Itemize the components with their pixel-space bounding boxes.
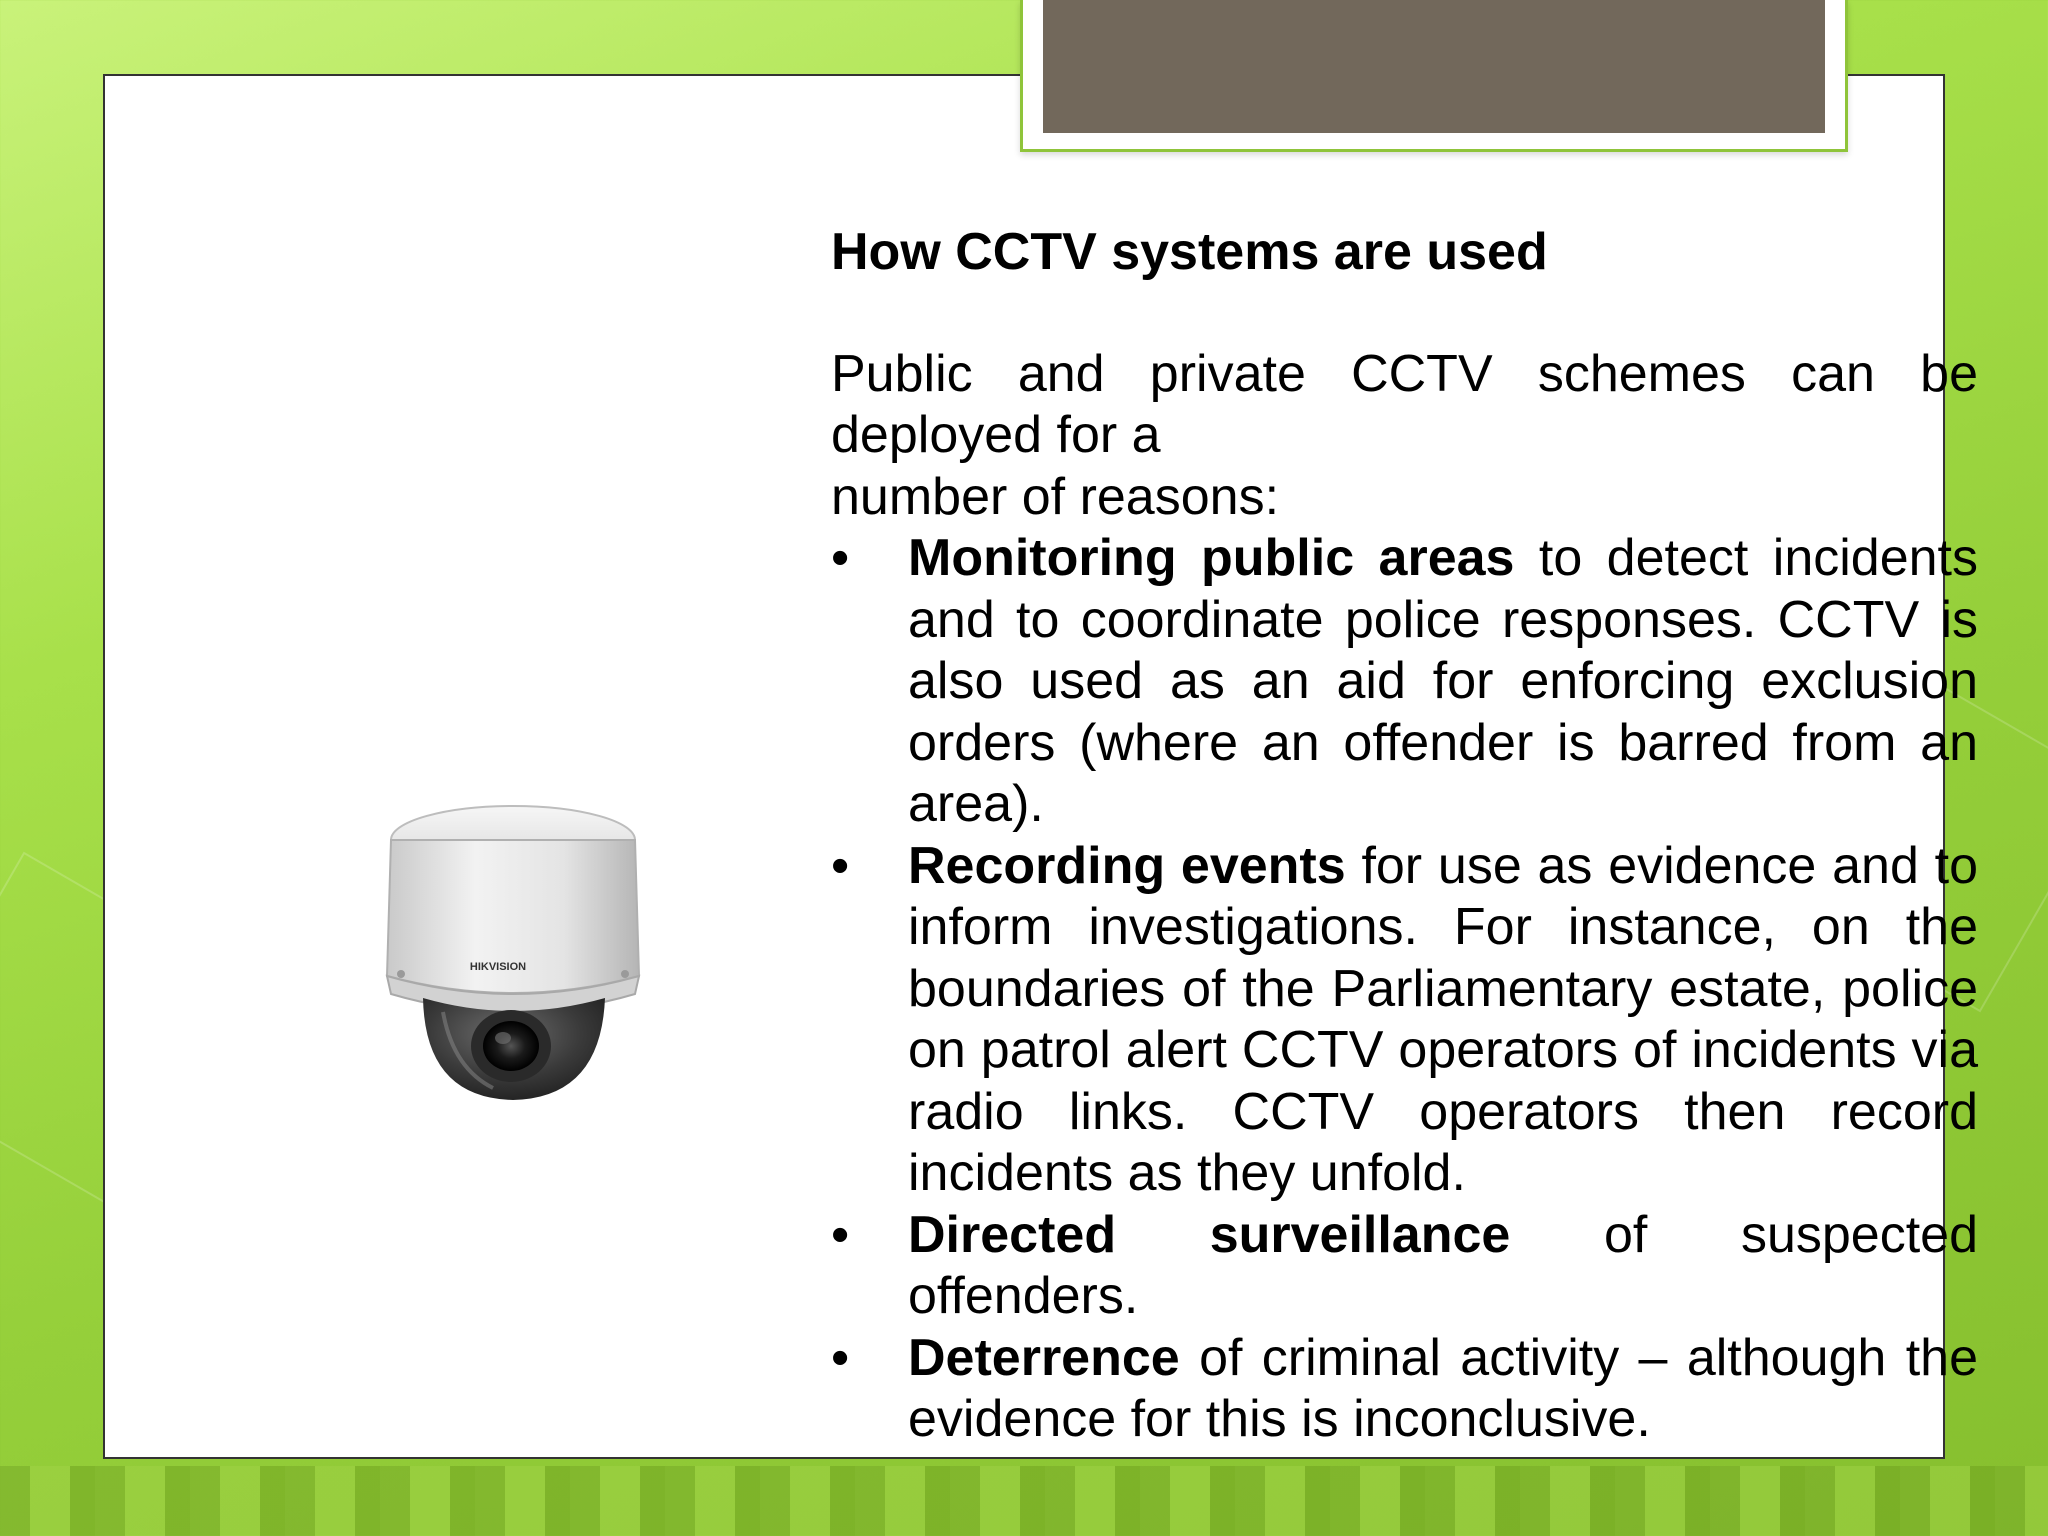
list-item: [831, 1205, 1978, 1328]
bullet-bold-text: Deterrence: [908, 1328, 1180, 1387]
reasons-list: [831, 528, 1978, 1451]
slide-content-area: [103, 74, 1979, 1459]
bullet-text: of criminal activity – although the evidence for this is inconclusive.: [908, 1328, 1978, 1448]
bullet-marker: •: [831, 529, 850, 587]
list-item: [831, 528, 1978, 836]
bullet-bold-text: Monitoring public areas: [908, 529, 1515, 587]
intro-line: Public and private CCTV schemes can be deployed for a: [831, 344, 1978, 464]
bullet-bold-text: Directed surveillance: [908, 1205, 1511, 1264]
dome-cctv-camera-icon: [373, 798, 653, 1108]
slide-heading: How CCTV systems are used: [831, 223, 1548, 281]
body-text: [831, 222, 1978, 1451]
intro-paragraph: [831, 344, 1978, 529]
bullet-bold-text: Recording events: [908, 836, 1346, 895]
camera-brand-label: HIKVISION: [469, 961, 527, 973]
bullet-text: for use as evidence and to inform investigations. For instance, on the boundaries of the Parliamentary estate, police on patrol alert CCTV operators of incidents via radio links. CCTV operators then record incidents as they unfold.: [908, 836, 1979, 1202]
background-stripes: [0, 1466, 2048, 1536]
bullet-marker: •: [831, 1328, 850, 1387]
list-item: [831, 1328, 1978, 1451]
bullet-marker: •: [831, 836, 850, 895]
bullet-marker: •: [831, 1205, 850, 1264]
bullet-text: to detect incidents and to coordinate police responses. CCTV is also used as an aid for enforcing exclusion orders (where an offender is barred from an area).: [908, 529, 1978, 833]
title-placeholder-fill: [1043, 0, 1825, 133]
intro-line: number of reasons:: [831, 467, 1280, 526]
title-placeholder: [1020, 0, 1848, 152]
list-item: [831, 836, 1978, 1205]
bullet-text: of suspected offenders.: [908, 1205, 1978, 1325]
